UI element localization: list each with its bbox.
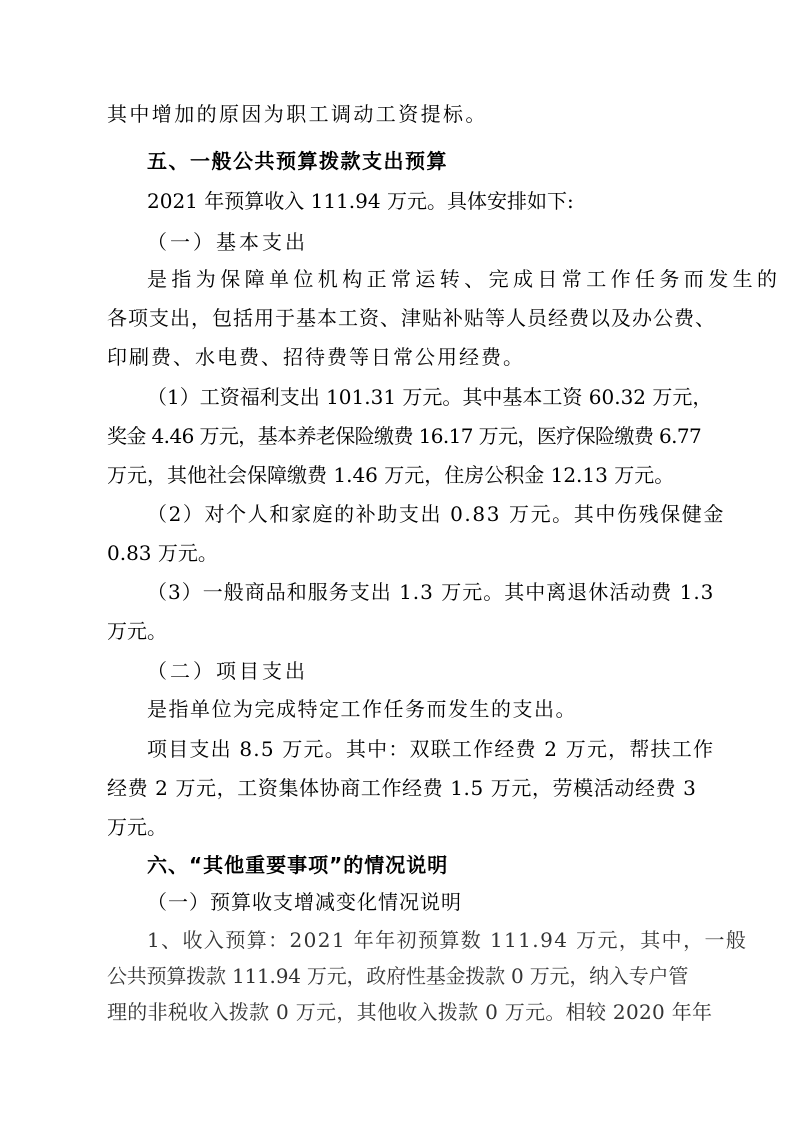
paragraph-line: 万元。 (107, 619, 167, 643)
paragraph-line: 项目支出 8.5 万元。其中：双联工作经费 2 万元，帮扶工作 (147, 737, 715, 761)
paragraph-line: 印刷费、水电费、招待费等日常公用经费。 (107, 345, 525, 369)
section-heading: 六、“其他重要事项”的情况说明 (147, 853, 449, 877)
paragraph-line: 万元，其他社会保障缴费 1.46 万元，住房公积金 12.13 万元。 (107, 463, 675, 487)
paragraph-line: 是指单位为完成特定工作任务而发生的支出。 (147, 697, 577, 721)
paragraph-line: （1）工资福利支出 101.31 万元。其中基本工资 60.32 万元， (147, 385, 713, 409)
subsection-heading: （一）预算收支增减变化情况说明 (147, 890, 462, 914)
paragraph-line: （3）一般商品和服务支出 1.3 万元。其中离退休活动费 1.3 (147, 580, 715, 604)
paragraph-line: 公共预算拨款 111.94 万元，政府性基金拨款 0 万元，纳入专户管 (107, 964, 689, 988)
paragraph-line: 万元。 (107, 815, 167, 839)
paragraph-line: 2021 年预算收入 111.94 万元。具体安排如下: (147, 189, 574, 213)
paragraph-line: 经费 2 万元，工资集体协商工作经费 1.5 万元，劳模活动经费 3 (107, 776, 697, 800)
paragraph-line: 1、收入预算：2021 年年初预算数 111.94 万元，其中，一般 (147, 928, 748, 952)
section-heading: 五、一般公共预算拨款支出预算 (147, 149, 448, 173)
paragraph-line: （2）对个人和家庭的补助支出 0.83 万元。其中伤残保健金 (147, 502, 725, 526)
paragraph-line: 各项支出，包括用于基本工资、津贴补贴等人员经费以及办公费、 (107, 306, 716, 330)
paragraph-line: 0.83 万元。 (107, 541, 218, 565)
paragraph-line: 奖金 4.46 万元，基本养老保险缴费 16.17 万元，医疗保险缴费 6.77 (107, 424, 702, 448)
paragraph-line: 理的非税收入拨款 0 万元，其他收入拨款 0 万元。相较 2020 年年 (107, 1000, 713, 1024)
subsection-heading: （一）基本支出 (147, 230, 308, 254)
paragraph-line: 其中增加的原因为职工调动工资提标。 (107, 102, 488, 126)
subsection-heading: （二）项目支出 (147, 659, 308, 683)
paragraph-line: 是指为保障单位机构正常运转、完成日常工作任务而发生的 (147, 267, 782, 291)
